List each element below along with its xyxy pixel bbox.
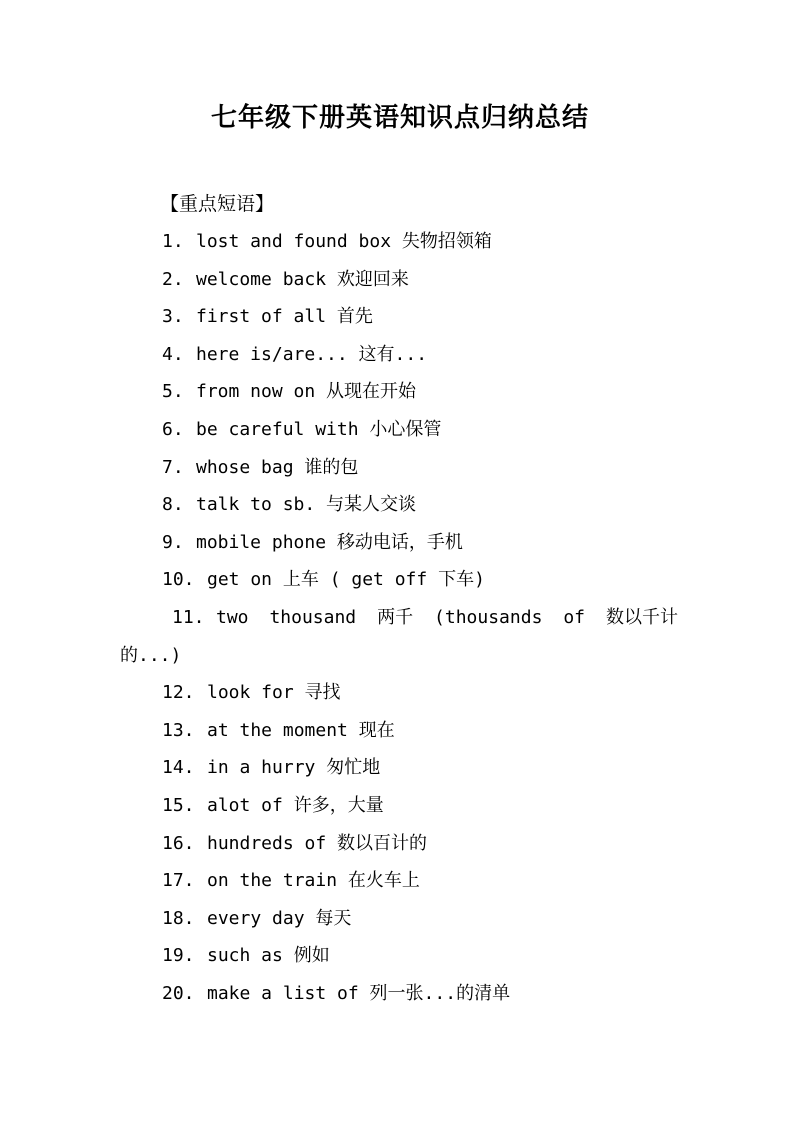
item-text: on the train 在火车上 (207, 870, 420, 892)
item-text: mobile phone 移动电话，手机 (196, 531, 463, 553)
list-item (0, 491, 800, 529)
item-text: make a list of 列一张...的清单 (207, 982, 511, 1004)
list-item (0, 266, 800, 304)
list-item (0, 416, 800, 454)
item-text: whose bag 谁的包 (196, 456, 359, 478)
item-word: (thousands (434, 606, 543, 628)
item-number: 19. (162, 945, 195, 967)
item-text: look for 寻找 (207, 682, 341, 704)
page-title: 七年级下册英语知识点归纳总结 (210, 103, 589, 133)
item-text: at the moment 现在 (207, 719, 395, 741)
item-number: 1. (162, 231, 184, 252)
list-item (0, 529, 800, 567)
list-item (0, 867, 800, 905)
list-item (0, 378, 800, 416)
list-item (0, 905, 800, 943)
item-number: 15. (162, 794, 195, 816)
item-text-line-1 (216, 604, 678, 632)
item-word: 数以千计 (605, 606, 678, 628)
item-word: 两千 (377, 606, 414, 628)
item-word: thousand (269, 606, 357, 628)
item-number: 4. (162, 343, 184, 365)
item-text: hundreds of 数以百计的 (207, 832, 428, 854)
item-number: 9. (162, 531, 184, 553)
item-text: first of all 首先 (196, 306, 373, 328)
section-heading: 【重点短语】 (160, 193, 275, 215)
phrase-list (0, 228, 800, 1017)
list-item (0, 830, 800, 868)
item-number: 10. (162, 569, 195, 591)
item-number: 14. (162, 757, 195, 779)
list-item (0, 679, 800, 717)
item-number: 3. (162, 306, 184, 328)
item-text: be careful with 小心保管 (196, 418, 442, 440)
list-item (0, 980, 800, 1018)
list-item (0, 228, 800, 266)
item-number: 16. (162, 832, 195, 854)
list-item (0, 942, 800, 980)
item-number: 7. (162, 456, 184, 478)
item-text: welcome back 欢迎回来 (196, 268, 409, 290)
item-text: get on 上车 ( get off 下车) (207, 569, 485, 591)
item-number: 11. (172, 606, 205, 628)
item-text: from now on 从现在开始 (196, 381, 417, 403)
item-number: 5. (162, 381, 184, 403)
item-text: lost and found box 失物招领箱 (196, 231, 492, 252)
item-number: 12. (162, 682, 195, 704)
item-text: here is/are... 这有... (196, 343, 428, 365)
item-number: 17. (162, 870, 195, 892)
item-number: 18. (162, 907, 195, 929)
item-number: 2. (162, 268, 184, 290)
item-number: 6. (162, 418, 184, 440)
item-text: such as 例如 (207, 945, 330, 967)
item-text-line-2: 的...) (120, 644, 182, 666)
list-item (0, 303, 800, 341)
list-item (0, 754, 800, 792)
list-item (0, 717, 800, 755)
list-item (0, 341, 800, 379)
list-item (0, 792, 800, 830)
item-number: 8. (162, 494, 184, 516)
item-text: alot of 许多，大量 (207, 794, 384, 816)
item-number: 20. (162, 982, 195, 1004)
item-number: 13. (162, 719, 195, 741)
item-text: in a hurry 匆忙地 (207, 757, 381, 779)
item-text: talk to sb. 与某人交谈 (196, 494, 417, 516)
list-item (0, 566, 800, 604)
item-word: of (563, 606, 586, 628)
item-text: every day 每天 (207, 907, 352, 929)
list-item (0, 604, 800, 679)
list-item (0, 454, 800, 492)
item-word: two (216, 606, 249, 628)
